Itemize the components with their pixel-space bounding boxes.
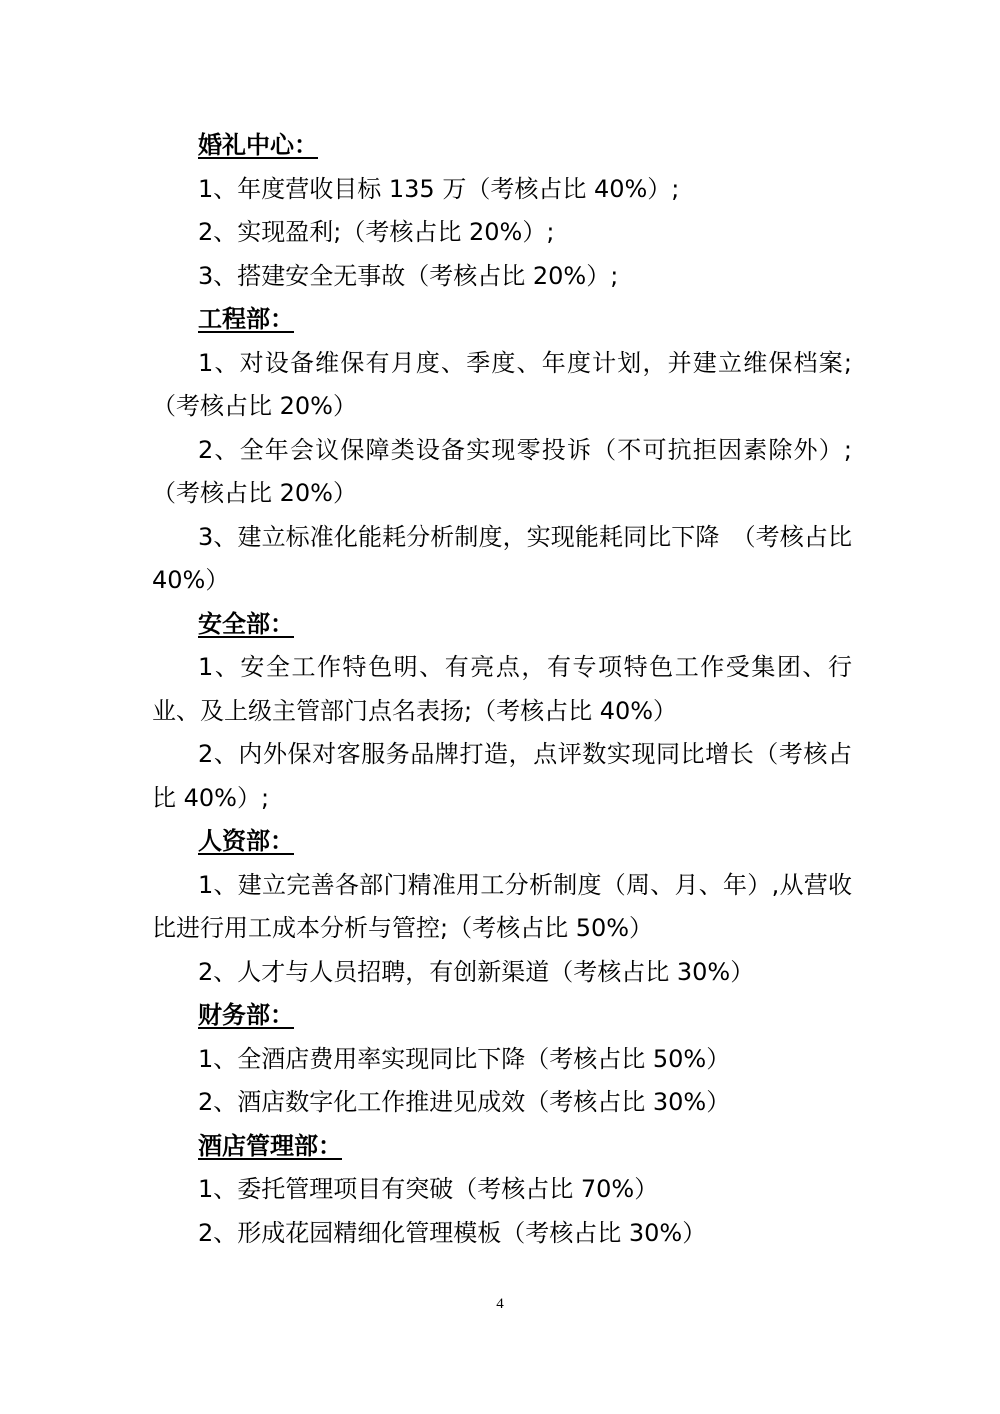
page-number: 4 (496, 1296, 504, 1312)
paragraph-item: 2、内外保对客服务品牌打造，点评数实现同比增长（考核占比 40%）; (152, 740, 852, 812)
paragraph-item: 2、全年会议保障类设备实现零投诉（不可抗拒因素除外）;（考核占比 20%） (152, 435, 852, 507)
page-content (152, 124, 852, 1255)
paragraph-item: 2、酒店数字化工作推进见成效（考核占比 30%） (198, 1088, 731, 1116)
paragraph-item: 2、人才与人员招聘，有创新渠道（考核占比 30%） (198, 957, 755, 986)
paragraph-item: 3、搭建安全无事故（考核占比 20%）; (198, 261, 619, 290)
paragraph-item: 1、对设备维保有月度、季度、年度计划，并建立维保档案;（考核占比 20%） (152, 348, 852, 420)
section-title-hr: 人资部： (198, 827, 294, 855)
paragraph-item: 2、形成花园精细化管理模板（考核占比 30%） (198, 1218, 707, 1247)
paragraph-item: 3、建立标准化能耗分析制度，实现能耗同比下降 （考核占比 40%） (152, 522, 852, 594)
section-title-hotel-management: 酒店管理部： (198, 1131, 342, 1160)
paragraph-item: 2、实现盈利;（考核占比 20%）; (198, 218, 555, 246)
paragraph-item: 1、全酒店费用率实现同比下降（考核占比 50%） (198, 1044, 731, 1073)
paragraph-item: 1、建立完善各部门精准用工分析制度（周、月、年）,从营收比进行用工成本分析与管控;（考核占比 50%） (152, 870, 852, 942)
paragraph-item: 1、委托管理项目有突破（考核占比 70%） (198, 1175, 659, 1203)
paragraph-item: 1、年度营收目标 135 万（考核占比 40%）; (198, 174, 680, 203)
section-title-engineering: 工程部： (198, 305, 294, 333)
section-title-security: 安全部： (198, 609, 294, 638)
section-title-wedding-center: 婚礼中心： (198, 131, 318, 159)
paragraph-item: 1、安全工作特色明、有亮点，有专项特色工作受集团、行业、及上级主管部门点名表扬;（考核占比 40%） (152, 653, 852, 725)
section-title-finance: 财务部： (198, 1001, 294, 1029)
